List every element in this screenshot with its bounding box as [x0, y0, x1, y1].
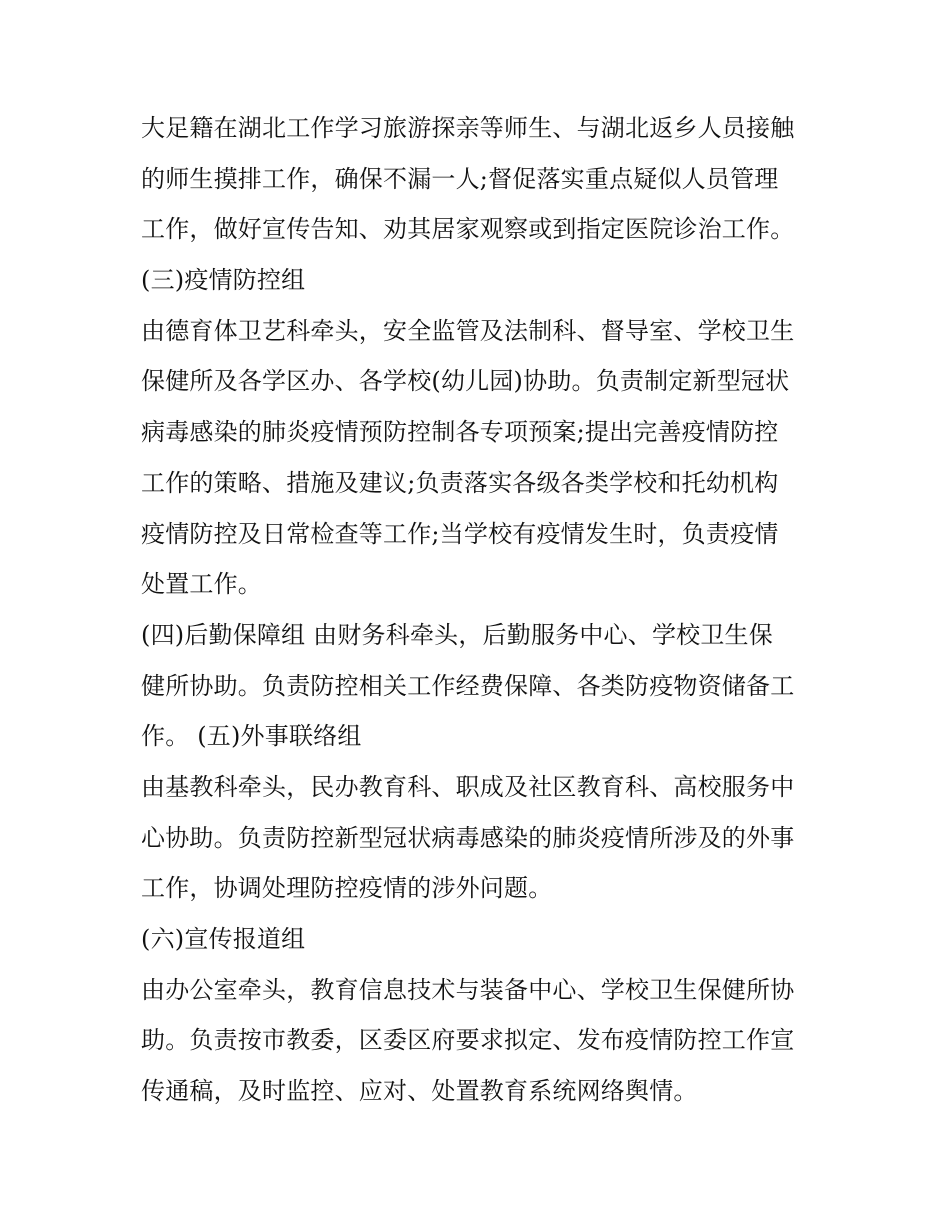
text-line: 由德育体卫艺科牵头，安全监管及法制科、督导室、学校卫生	[141, 316, 795, 345]
text-line: 工作的策略、措施及建议;负责落实各级各类学校和托幼机构	[141, 468, 779, 497]
text-line: 由基教科牵头，民办教育科、职成及社区教育科、高校服务中	[141, 772, 795, 801]
section-heading: (六)宣传报道组	[141, 925, 306, 953]
text-line: 工作，协调处理防控疫情的涉外问题。	[141, 874, 553, 903]
document-body	[141, 103, 821, 1117]
text-line: 心协助。负责防控新型冠状病毒感染的肺炎疫情所涉及的外事	[141, 823, 795, 852]
text-line: 工作，做好宣传告知、劝其居家观察或到指定医院诊治工作。	[141, 215, 795, 244]
text-line: 处置工作。	[141, 570, 262, 599]
text-line: 疫情防控及日常检查等工作;当学校有疫情发生时，负责疫情	[141, 519, 779, 548]
text-line: 病毒感染的肺炎疫情预防控制各专项预案;提出完善疫情防控	[141, 418, 779, 447]
text-line: 的师生摸排工作，确保不漏一人;督促落实重点疑似人员管理	[141, 164, 779, 193]
text-line: 保健所及各学区办、各学校(幼儿园)协助。负责制定新型冠状	[141, 367, 790, 396]
section-heading: (四)后勤保障组 由财务科牵头，后勤服务中心、学校卫生保	[141, 620, 773, 649]
section-heading: 作。 (五)外事联络组	[141, 722, 362, 751]
section-heading: (三)疫情防控组	[141, 266, 306, 295]
text-line: 传通稿，及时监控、应对、处置教育系统网络舆情。	[141, 1077, 698, 1106]
text-line: 大足籍在湖北工作学习旅游探亲等师生、与湖北返乡人员接触	[141, 114, 795, 142]
text-line: 助。负责按市教委，区委区府要求拟定、发布疫情防控工作宣	[141, 1026, 795, 1055]
text-line: 健所协助。负责防控相关工作经费保障、各类防疫物资储备工	[141, 671, 795, 700]
text-line: 由办公室牵头，教育信息技术与装备中心、学校卫生保健所协	[141, 975, 795, 1004]
